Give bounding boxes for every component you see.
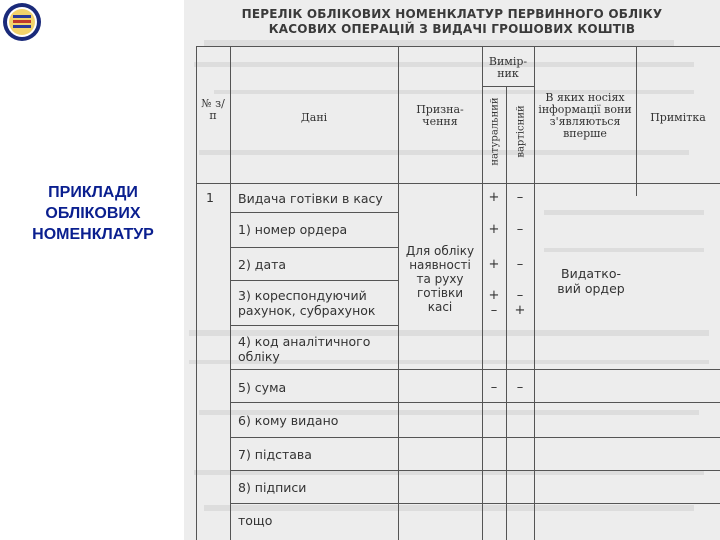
- row-label: 7) підстава: [238, 447, 312, 462]
- purpose-text: Для обліку наявності та руху готівки касі: [405, 244, 475, 314]
- row-label: 3) кореспондуючий рахунок, субрахунок: [238, 288, 376, 318]
- header-natural: натуральний: [489, 97, 501, 166]
- natural-mark: +: [488, 257, 500, 272]
- natural-mark: +: [488, 190, 500, 205]
- natural-mark: + –: [488, 288, 500, 318]
- row-label: 2) дата: [238, 257, 287, 272]
- value-mark: –: [516, 257, 524, 272]
- header-data: Дані: [300, 111, 328, 124]
- header-note: Примітка: [650, 111, 706, 124]
- value-mark: –: [516, 222, 524, 237]
- side-title-line: ПРИКЛАДИ: [48, 184, 138, 201]
- side-title-line: НОМЕНКЛАТУР: [32, 226, 154, 243]
- side-title: [8, 182, 178, 245]
- row-label: 1) номер ордера: [238, 222, 348, 237]
- document-title: [184, 7, 720, 37]
- value-mark: –: [516, 380, 524, 395]
- university-seal-icon: [2, 2, 42, 42]
- document-title-line2: КАСОВИХ ОПЕРАЦІЙ З ВИДАЧІ ГРОШОВИХ КОШТІВ: [268, 22, 636, 36]
- value-mark: –: [516, 190, 524, 205]
- row-label: 6) кому видано: [238, 413, 339, 428]
- header-purpose: Призна- чення: [416, 103, 464, 128]
- row-number: 1: [206, 190, 214, 205]
- value-mark: – +: [514, 288, 526, 318]
- header-documents: В яких носіях інформації вони з'являються вперше: [538, 91, 632, 140]
- header-number-text: № з/п: [201, 97, 225, 122]
- row-label: 8) підписи: [238, 480, 307, 495]
- natural-mark: –: [490, 380, 498, 395]
- header-value: вартісний: [515, 105, 527, 158]
- scanned-document: [184, 0, 720, 540]
- row-label: Видача готівки в касу: [238, 191, 383, 206]
- row-label: тощо: [238, 513, 273, 528]
- note-text: Видатко- вий ордер: [557, 266, 625, 296]
- side-title-line: ОБЛІКОВИХ: [45, 205, 141, 222]
- row-label: 5) сума: [238, 380, 287, 395]
- natural-mark: +: [488, 222, 500, 237]
- row-label: 4) код аналітичного обліку: [238, 334, 371, 364]
- header-number: [198, 98, 228, 122]
- header-measure: Вимір- ник: [488, 55, 528, 80]
- document-title-line1: ПЕРЕЛІК ОБЛІКОВИХ НОМЕНКЛАТУР ПЕРВИННОГО ОБЛІКУ: [241, 7, 663, 21]
